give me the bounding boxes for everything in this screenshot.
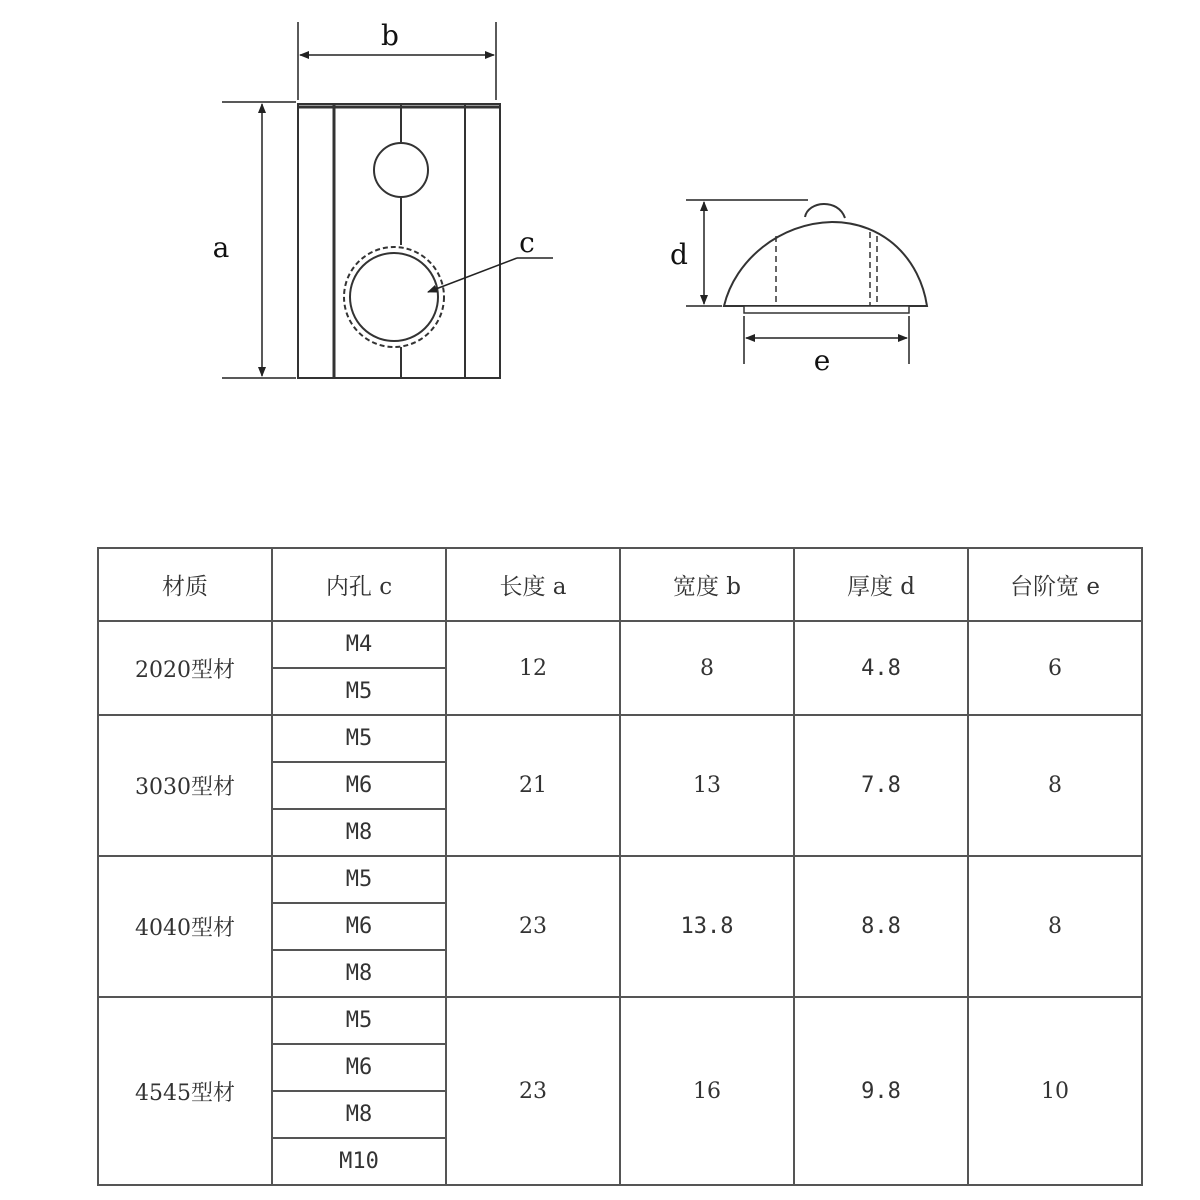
hole-cell: M5 — [272, 997, 446, 1044]
label-c: c — [519, 226, 535, 259]
step-base — [744, 306, 909, 313]
length-a-cell: 21 — [446, 715, 620, 856]
length-a-cell: 12 — [446, 621, 620, 715]
dimension-a — [222, 102, 296, 378]
thickness-d-cell: 9.8 — [794, 997, 968, 1185]
hole-cell: M8 — [272, 950, 446, 997]
hole-cell: M5 — [272, 715, 446, 762]
nut-body-outline — [298, 104, 500, 378]
table-row — [98, 997, 1142, 1044]
width-b-cell: 13 — [620, 715, 794, 856]
header-thickness-d: 厚度 d — [794, 548, 968, 621]
width-b-cell: 16 — [620, 997, 794, 1185]
label-d: d — [670, 238, 688, 271]
material-cell: 2020型材 — [98, 621, 272, 715]
label-e: e — [813, 344, 831, 377]
header-width-b: 宽度 b — [620, 548, 794, 621]
hole-cell: M6 — [272, 1044, 446, 1091]
header-hole-c: 内孔 c — [272, 548, 446, 621]
step-width-e-cell: 10 — [968, 997, 1142, 1185]
length-a-cell: 23 — [446, 997, 620, 1185]
hole-cell: M4 — [272, 621, 446, 668]
header-material: 材质 — [98, 548, 272, 621]
step-width-e-cell: 8 — [968, 856, 1142, 997]
front-view — [298, 104, 500, 378]
hole-cell: M8 — [272, 1091, 446, 1138]
step-width-e-cell: 8 — [968, 715, 1142, 856]
table-row — [98, 715, 1142, 762]
label-a: a — [212, 231, 230, 264]
label-b: b — [381, 19, 399, 52]
thickness-d-cell: 7.8 — [794, 715, 968, 856]
thickness-d-cell: 4.8 — [794, 621, 968, 715]
hole-cell: M8 — [272, 809, 446, 856]
hole-cell: M10 — [272, 1138, 446, 1185]
hole-cell: M6 — [272, 903, 446, 950]
spring-ball — [805, 204, 845, 218]
header-row — [98, 548, 1142, 621]
width-b-cell: 13.8 — [620, 856, 794, 997]
header-step-width-e: 台阶宽 e — [968, 548, 1142, 621]
hole-cell: M6 — [272, 762, 446, 809]
length-a-cell: 23 — [446, 856, 620, 997]
material-cell: 4545型材 — [98, 997, 272, 1185]
material-cell: 4040型材 — [98, 856, 272, 997]
table-row — [98, 621, 1142, 668]
side-view — [724, 204, 927, 313]
hole-cell: M5 — [272, 856, 446, 903]
spec-table — [97, 547, 1143, 1186]
step-width-e-cell: 6 — [968, 621, 1142, 715]
thickness-d-cell: 8.8 — [794, 856, 968, 997]
technical-drawing — [0, 0, 1200, 430]
material-cell: 3030型材 — [98, 715, 272, 856]
width-b-cell: 8 — [620, 621, 794, 715]
nut-dome — [724, 222, 927, 306]
hole-cell: M5 — [272, 668, 446, 715]
table-row — [98, 856, 1142, 903]
header-length-a: 长度 a — [446, 548, 620, 621]
